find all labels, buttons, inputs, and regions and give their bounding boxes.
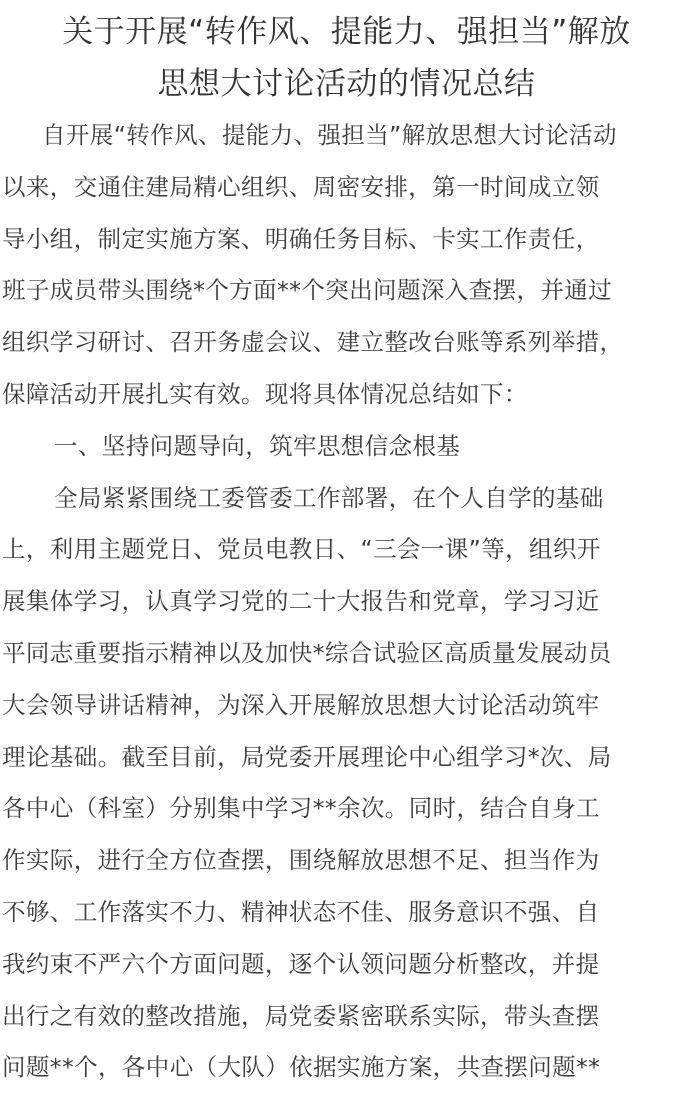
- paragraph-line: 我约束不严六个方面问题，逐个认领问题分析整改，并提: [2, 949, 600, 978]
- paragraph-line: 组织学习研讨、召开务虚会议、建立整改台账等系列举措，: [2, 328, 624, 357]
- paragraph-line: 保障活动开展扎实有效。现将具体情况总结如下：: [2, 379, 528, 408]
- paragraph-line: 各中心（科室）分别集中学习**余次。同时，结合自身工: [2, 794, 600, 823]
- paragraph-line: 导小组，制定实施方案、明确任务目标、卡实工作责任，: [2, 224, 600, 253]
- paragraph-line: 出行之有效的整改措施，局党委紧密联系实际，带头查摆: [2, 1001, 600, 1030]
- paragraph-line: 上，利用主题党日、党员电教日、“三会一课”等，组织开: [2, 535, 601, 564]
- document-title: [0, 0, 693, 110]
- paragraph-line: 全局紧紧围绕工委管委工作部署，在个人自学的基础: [54, 483, 604, 512]
- section-heading: 一、坚持问题导向，筑牢思想信念根基: [54, 431, 461, 460]
- paragraph-line: 平同志重要指示精神以及加快*综合试验区高质量发展动员: [2, 638, 612, 667]
- paragraph-line: 展集体学习，认真学习党的二十大报告和党章，学习习近: [2, 587, 600, 616]
- document-body: [0, 110, 693, 1094]
- paragraph-line: 自开展“转作风、提能力、强担当”解放思想大讨论活动: [42, 121, 617, 149]
- paragraph-line: 问题**个，各中心（大队）依据实施方案，共查摆问题**: [2, 1053, 601, 1082]
- paragraph-line: 大会领导讲话精神，为深入开展解放思想大讨论活动筑牢: [2, 690, 600, 719]
- paragraph-line: 不够、工作落实不力、精神状态不佳、服务意识不强、自: [2, 897, 600, 926]
- paragraph-line: 作实际，进行全方位查摆，围绕解放思想不足、担当作为: [2, 846, 600, 875]
- paragraph-line: 以来，交通住建局精心组织、周密安排，第一时间成立领: [2, 172, 600, 201]
- title-line-1: 关于开展“转作风、提能力、强担当”解放: [62, 14, 631, 50]
- paragraph-line: 班子成员带头围绕*个方面**个突出问题深入查摆，并通过: [2, 276, 613, 305]
- title-line-2: 思想大讨论活动的情况总结: [157, 66, 536, 102]
- paragraph-line: 理论基础。截至目前，局党委开展理论中心组学习*次、局: [2, 742, 612, 771]
